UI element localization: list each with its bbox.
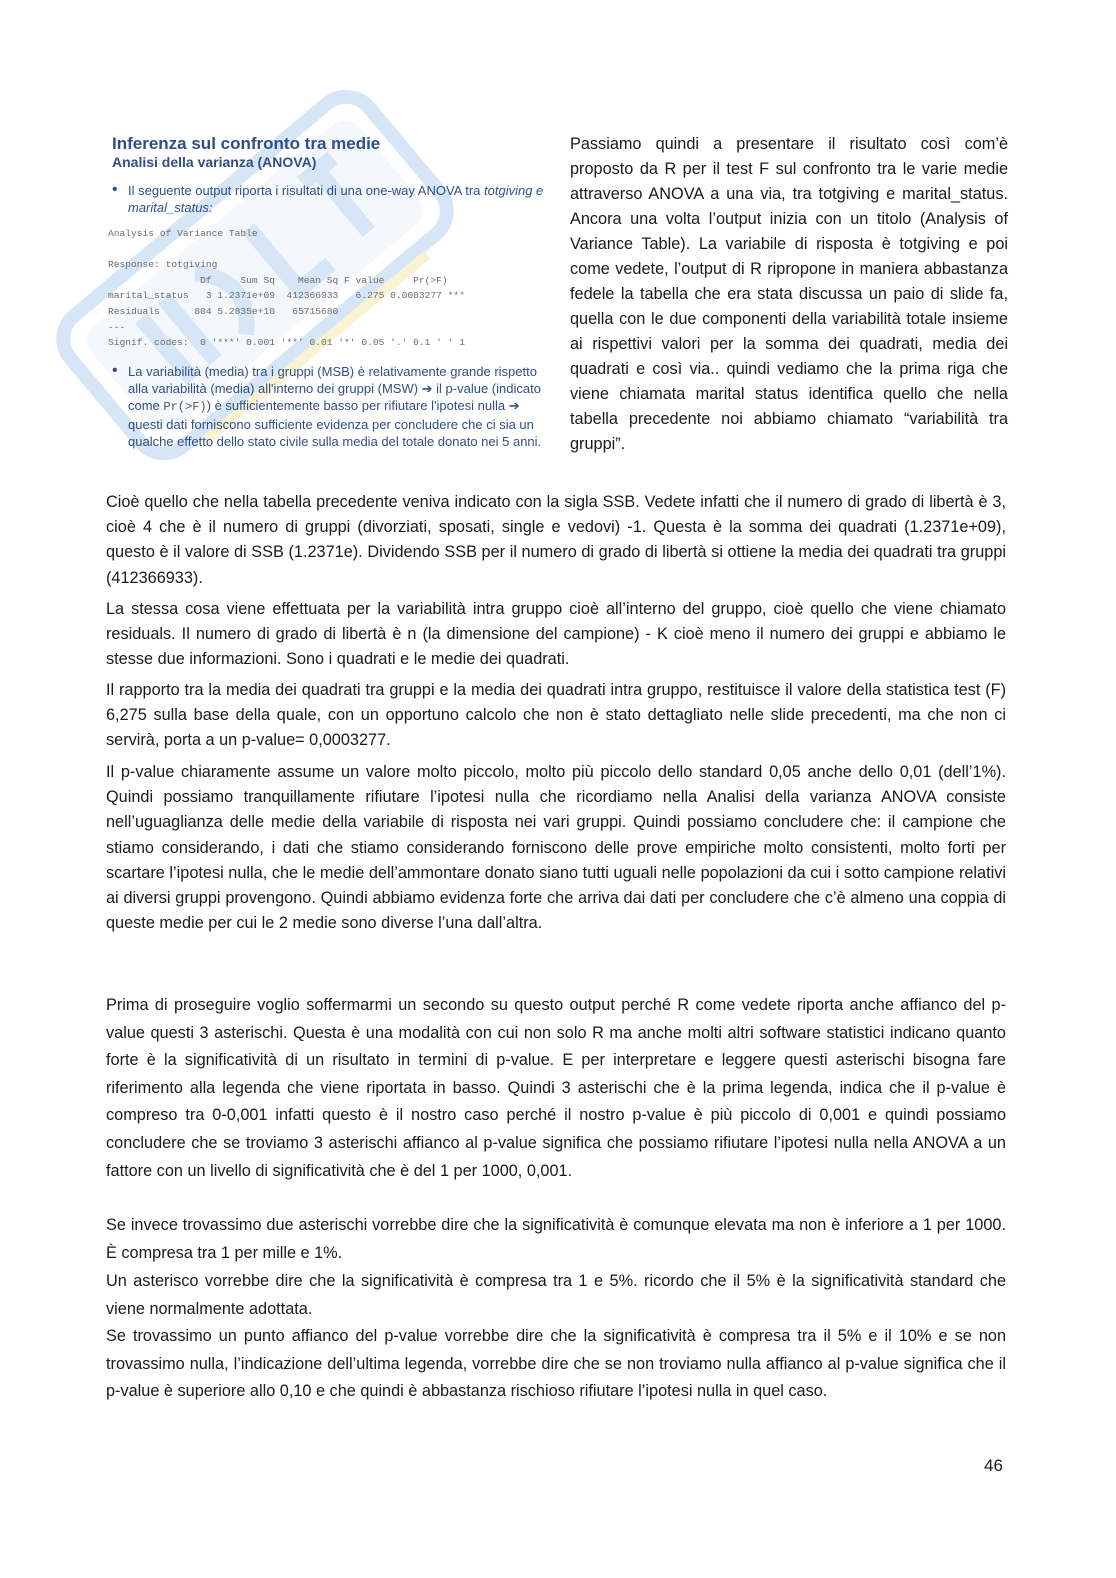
- slide-bullet-1-italic: totgiving e marital_status:: [128, 183, 544, 215]
- slide-title: Inferenza sul confronto tra medie: [112, 134, 381, 153]
- slide-bullet-2-code: Pr(>F): [163, 399, 207, 414]
- slide-bullet-2-text-a: La variabilità (media) tra i gruppi (MSB) è relativamente grande rispetto alla variabilità (media) all'interno dei gruppi (MSW) ➔ il p-value (indicato come: [128, 363, 541, 413]
- paragraph-asterisks: Prima di proseguire voglio soffermarmi un secondo su questo output perché R come vedete riporta anche affianco del p-value questi 3 asterischi. Questa è una modalità con cui non solo R ma anche molti altri software statistici indicano quanto forte è la significatività di un risultato in termini di p-value. E per interpretare e leggere questi asterischi bisogna fare riferimento alla legenda che viene riportata in basso. Quindi 3 asterischi che è la prima legenda, indica che il p-value è compreso tra 0-0,001 infatti questo è il nostro caso perché il nostro p-value è più piccolo di 0,001 e quindi possiamo concludere che se troviamo 3 asterischi affianco al p-value significa che possiamo rifiutare l’ipotesi nulla nella ANOVA a un fattore con un livello di significatività che è del 1 per 1000, 0,001.: [106, 996, 1006, 1180]
- r-anova-output: Analysis of Variance Table Response: totgiving Df Sum Sq Mean Sq F value Pr(>F) marital_status 3 1.2371e+09 412366933 6.275 0.0003277 *** Residuals 804 5.2835e+10 65715680 --- Signif. codes: 0 '***' 0.001 '**' 0.01 '*' 0.05 '.' 0.1 ' ' 1: [108, 228, 465, 349]
- bullet-dot-icon: •: [112, 361, 118, 379]
- page-number: 46: [984, 1456, 1003, 1475]
- paragraph-residuals: La stessa cosa viene effettuata per la variabilità intra gruppo cioè all’interno del gruppo, cioè quello che viene chiamato residuals. Il numero di grado di libertà è n (la dimensione del campione) - K cioè meno il numero dei gruppi e abbiamo le stesse due informazioni. Sono i quadrati e le medie dei quadrati.: [106, 600, 1006, 669]
- paragraph-ssb: Cioè quello che nella tabella precedente veniva indicato con la sigla SSB. Vedete infatti che il numero di grado di libertà è 3, cioè 4 che è il numero di gruppi (divorziati, sposati, single e vedovi) -1. Questa è la somma dei quadrati (1.2371e+09), questo è il valore di SSB (1.2371e). Dividendo SSB per il numero di grado di libertà si ottiene la media dei quadrati tra gruppi (412366933).: [106, 493, 1006, 587]
- paragraph-p-value: Il p-value chiaramente assume un valore molto piccolo, molto più piccolo dello standard 0,05 anche dello 0,01 (dell’1%). Quindi possiamo tranquillamente rifiutare l’ipotesi nulla che ricordiamo nella Analisi della varianza ANOVA consiste nell’uguaglianza delle medie della variabile di risposta nei vari gruppi. Quindi possiamo concludere che: il campione che stiamo considerando, i dati che stiamo considerando forniscono delle prove empiriche molto consistenti, molto forti per scartare l’ipotesi nulla, che le medie dell’ammontare donato siano tutti uguali nelle popolazioni da cui i sotto campione relativi ai diversi gruppi provengono. Quindi abbiamo evidenza forte che arriva dai dati per concludere che c’è almeno una coppia di queste medie per cui le 2 medie sono diverse l’una dall’altra.: [106, 763, 1006, 933]
- paragraph-one-asterisk: Un asterisco vorrebbe dire che la significatività è compresa tra 1 e 5%. ricordo che il 5% è la significatività standard che viene normalmente adottata.: [106, 1272, 1006, 1318]
- paragraph-dot-legend: Se trovassimo un punto affianco del p-value vorrebbe dire che la significatività è compresa tra il 5% e il 10% e se non trovassimo nulla, l’indicazione dell’ultima legenda, vorrebbe dire che se non troviamo nulla affianco al p-value significa che il p-value è superiore allo 0,10 e che quindi è abbastanza rischioso rifiutare l’ipotesi nulla in quel caso.: [106, 1327, 1006, 1401]
- paragraph-two-asterisks: Se invece trovassimo due asterischi vorrebbe dire che la significatività è comunque elevata ma non è inferiore a 1 per 1000. È compresa tra 1 per mille e 1%.: [106, 1216, 1006, 1262]
- slide-subtitle: Analisi della varianza (ANOVA): [112, 154, 317, 170]
- slide-bullet-1-text: Il seguente output riporta i risultati di una one-way ANOVA tra: [128, 183, 485, 198]
- slide-bullet-1: [112, 182, 555, 216]
- anova-slide-image: [100, 128, 555, 483]
- right-column-text: Passiamo quindi a presentare il risultato così com’è proposto da R per il test F sul confronto tra le varie medie attraverso ANOVA a una via, tra totgiving e marital_status. Ancora una volta l’output inizia con un titolo (Analysis of Variance Table). La variabile di risposta è totgiving e poi come vedete, l’output di R ripropone in maniera abbastanza fedele la tabella che era stata discussa un paio di slide fa, quella con le due componenti della variabilità totale insieme ai rispettivi valori per la somma dei quadrati, media dei quadrati e così via.. quindi vediamo che la prima riga che viene chiamata marital status identifica quello che nella tabella precedente noi abbiamo chiamato “variabilità tra gruppi”.: [570, 135, 1008, 453]
- bullet-dot-icon: •: [112, 181, 118, 198]
- paragraph-f-statistic: Il rapporto tra la media dei quadrati tra gruppi e la media dei quadrati intra gruppo, restituisce il valore della statistica test (F) 6,275 sulla base della quale, con un opportuno calcolo che non è stato dettagliato nelle slide precedenti, ma che non ci servirà, porta a un p-value= 0,0003277.: [106, 681, 1006, 750]
- slide-bullet-2: [112, 363, 555, 450]
- slide-bullet-2-text-b: ) è sufficientemente basso per rifiutare l'ipotesi nulla ➔ questi dati forniscono sufficiente evidenza per concludere che ci sia un qualche effetto dello stato civile sulla media del totale donato nei 5 anni.: [128, 397, 542, 449]
